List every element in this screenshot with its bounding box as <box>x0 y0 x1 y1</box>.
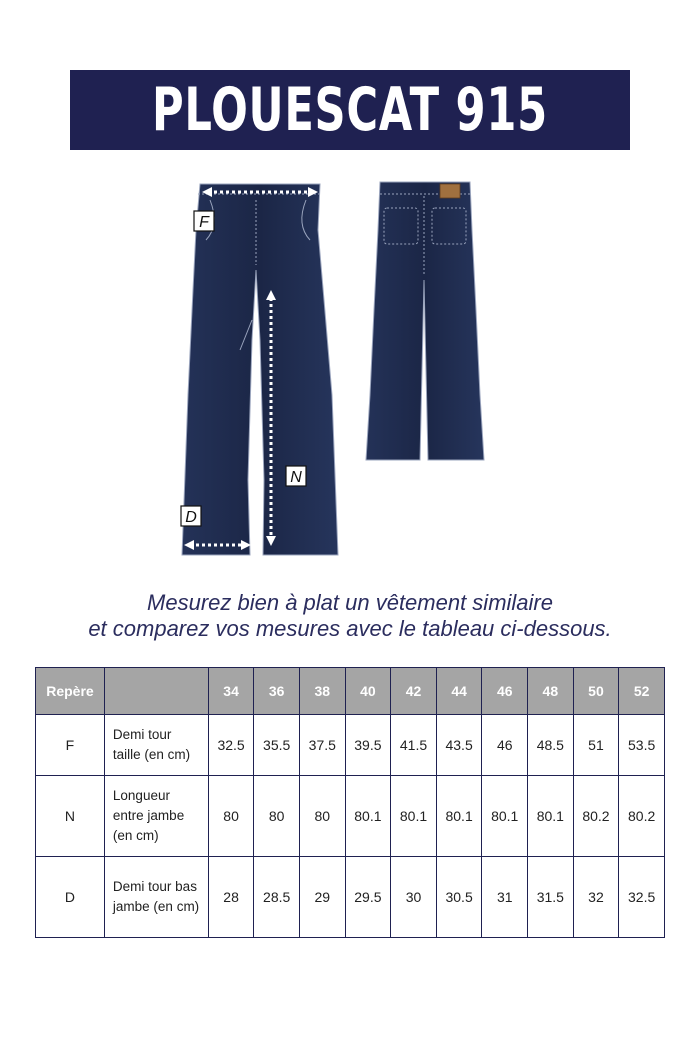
size-header-row <box>36 668 665 715</box>
table-cell: 37.5 <box>299 715 345 776</box>
header-size: 40 <box>345 668 391 715</box>
header-size: 44 <box>436 668 482 715</box>
row-description: Longueur entre jambe (en cm) <box>104 776 208 857</box>
table-cell: 35.5 <box>254 715 300 776</box>
table-row <box>36 776 665 857</box>
table-cell: 80.1 <box>391 776 437 857</box>
page-title: PLOUESCAT 915 <box>152 75 548 145</box>
table-row <box>36 715 665 776</box>
row-description: Demi tour bas jambe (en cm) <box>104 857 208 938</box>
table-cell: 80.2 <box>573 776 619 857</box>
jeans-back <box>366 182 484 460</box>
marker-n-label: N <box>290 469 302 486</box>
measurement-instructions <box>0 590 700 642</box>
table-cell: 32 <box>573 857 619 938</box>
row-description: Demi tour taille (en cm) <box>104 715 208 776</box>
table-cell: 80.1 <box>436 776 482 857</box>
header-size: 50 <box>573 668 619 715</box>
table-cell: 28.5 <box>254 857 300 938</box>
table-cell: 80 <box>254 776 300 857</box>
marker-d-label: D <box>185 509 197 526</box>
caption-line-2: et comparez vos mesures avec le tableau ci-dessous. <box>88 616 612 641</box>
table-cell: 29.5 <box>345 857 391 938</box>
caption-line-1: Mesurez bien à plat un vêtement similaire <box>147 590 553 615</box>
table-cell: 32.5 <box>619 857 665 938</box>
table-cell: 31 <box>482 857 528 938</box>
row-code: D <box>36 857 105 938</box>
size-table <box>35 667 665 938</box>
table-cell: 30.5 <box>436 857 482 938</box>
marker-f-label: F <box>199 214 209 231</box>
table-cell: 31.5 <box>528 857 574 938</box>
table-cell: 80.1 <box>345 776 391 857</box>
table-cell: 46 <box>482 715 528 776</box>
table-cell: 41.5 <box>391 715 437 776</box>
table-cell: 80 <box>208 776 254 857</box>
header-size: 52 <box>619 668 665 715</box>
row-code: N <box>36 776 105 857</box>
table-cell: 48.5 <box>528 715 574 776</box>
header-size: 48 <box>528 668 574 715</box>
table-cell: 28 <box>208 857 254 938</box>
header-size: 36 <box>254 668 300 715</box>
header-size: 34 <box>208 668 254 715</box>
table-cell: 30 <box>391 857 437 938</box>
jeans-illustration <box>160 170 540 570</box>
table-cell: 80 <box>299 776 345 857</box>
row-code: F <box>36 715 105 776</box>
header-repere: Repère <box>36 668 105 715</box>
table-cell: 80.1 <box>482 776 528 857</box>
title-banner <box>70 70 630 150</box>
header-size: 38 <box>299 668 345 715</box>
header-description <box>104 668 208 715</box>
table-cell: 80.2 <box>619 776 665 857</box>
table-row <box>36 857 665 938</box>
table-cell: 43.5 <box>436 715 482 776</box>
table-cell: 53.5 <box>619 715 665 776</box>
header-size: 46 <box>482 668 528 715</box>
table-cell: 80.1 <box>528 776 574 857</box>
table-cell: 32.5 <box>208 715 254 776</box>
header-size: 42 <box>391 668 437 715</box>
table-cell: 51 <box>573 715 619 776</box>
jeans-front <box>181 184 338 555</box>
table-cell: 39.5 <box>345 715 391 776</box>
table-cell: 29 <box>299 857 345 938</box>
